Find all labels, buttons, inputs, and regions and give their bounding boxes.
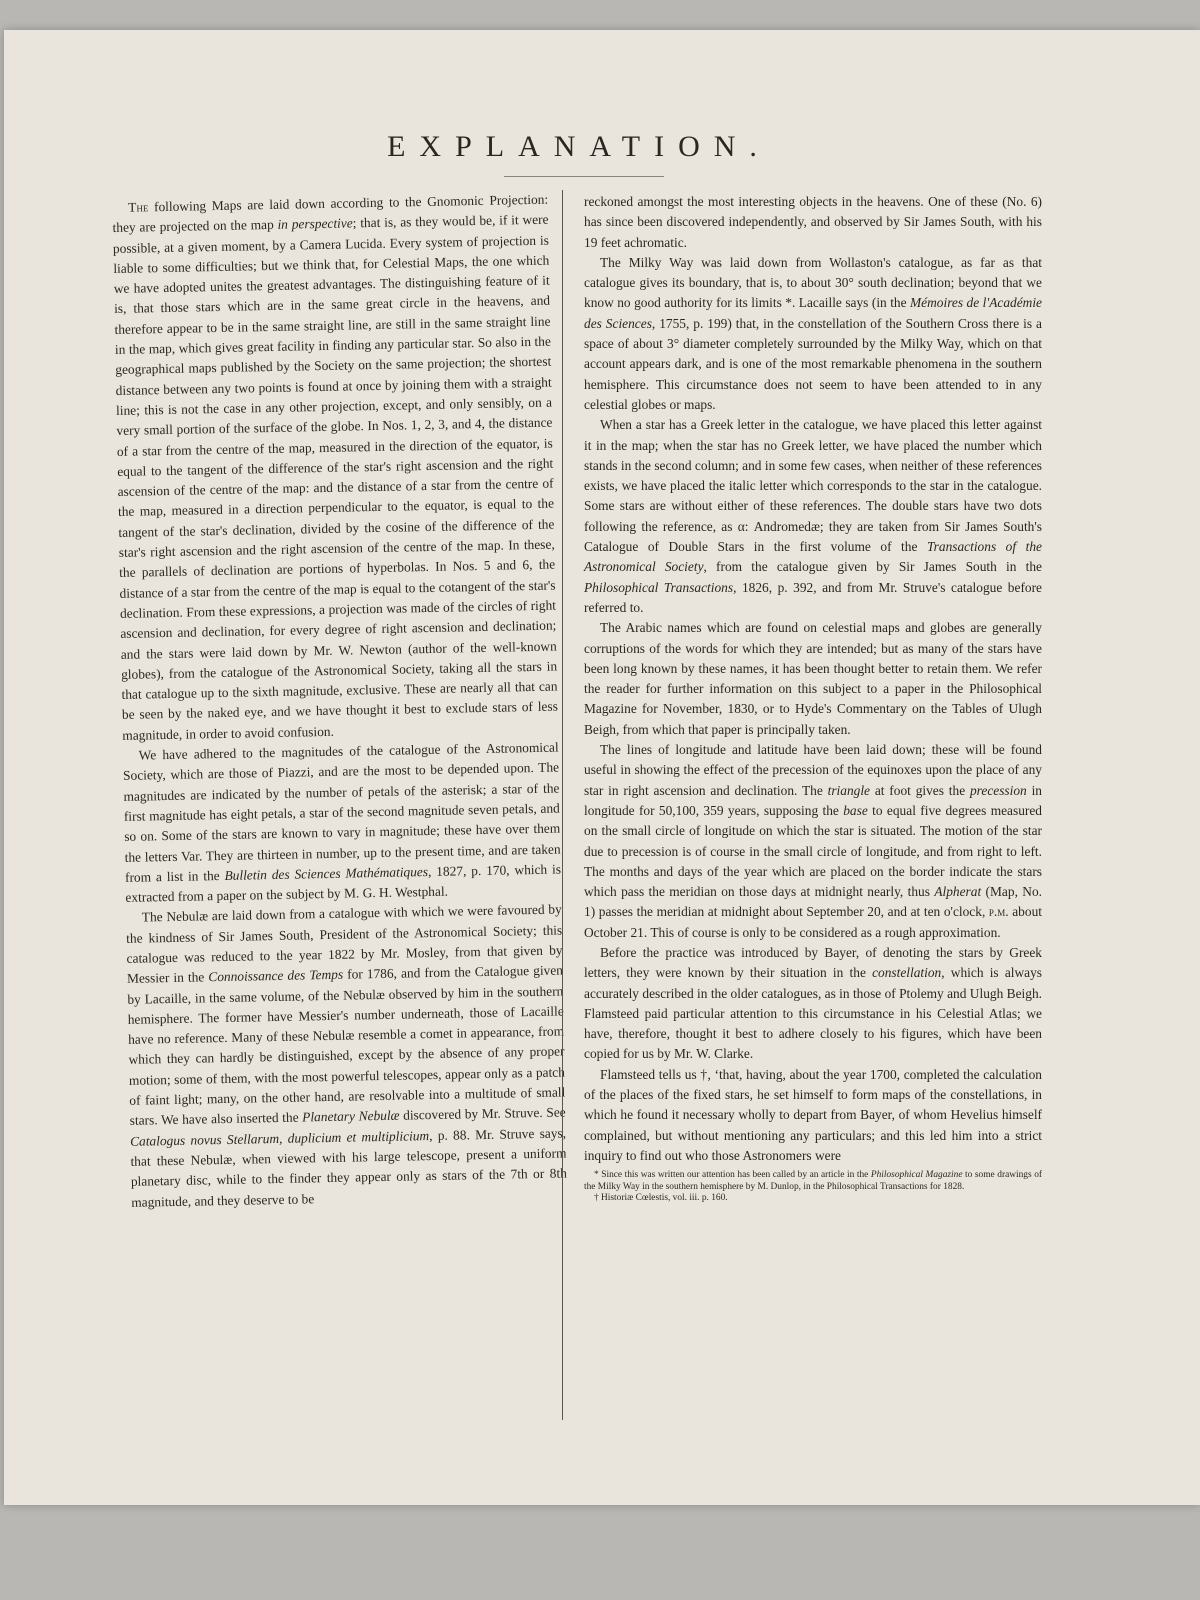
text-run: When a star has a Greek letter in the catalogue, we have placed this letter against it in the map; when the star has no Greek letter, we have placed the number which stands in the second column; and in some few cases, when neither of these references exists, we have placed the italic letter which corresponds to the star in the catalogue. Some stars are without either of these references. The double stars have two dots following the reference, as α: Andromedæ; they are taken from Sir James South's Catalogue of Double Stars in the first volume of the (584, 417, 1042, 555)
text-run: reckoned amongst the most interesting objects in the heavens. One of these (No. 6) has since been discovered independently, and observed by Sir James South, with his 19 feet achromatic. (584, 194, 1042, 250)
text-run: Flamsteed tells us †, ‘that, having, about the year 1700, completed the calculation of the places of the fixed stars, he set himself to form maps of the constellations, in which he found it necessary wholly to depart from Bayer, of whom Hevelius himself complained, but without mentioning any particulars; and this led him into a strict inquiry to find out who those Astronomers were (584, 1066, 1042, 1163)
text-run: , 1827, p. 170, which is extracted from a paper on the subject by M. G. H. Westphal. (125, 861, 562, 905)
text-run: The lines of longitude and latitude have been laid down; these will be found useful in showing the effect of the precession of the equinoxes upon the place of any star in right ascension and declination. The (584, 742, 1042, 798)
right-paragraphs (584, 192, 1042, 1166)
text-run: Philosophical Magazine (870, 1170, 963, 1181)
text-run: following Maps are laid down according to the Gnomonic Projection: they are projected on the map (112, 191, 549, 236)
text-run: , which is always accurately described in the older catalogues, as in those of Ptolemy and Ulugh Beigh. Flamsteed paid particular attention to this circumstance in his Celestial Atlas; we have, therefore, thought it best to adhere closely to his figures, which have been copied for us by Mr. W. Clarke. (584, 965, 1043, 1062)
text-run: The (128, 199, 149, 215)
text-run: about October 21. This of course is only to be considered as a rough approximation. (584, 904, 1042, 940)
text-run: discovered by Mr. Struve. See (399, 1104, 566, 1124)
left-column (112, 190, 567, 1213)
text-run: We have adhered to the magnitudes of the catalogue of the Astronomical Society, which are those of Piazzi, and are the most to be depended upon. The magnitudes are indicated by the number of petals of the asterisk; a star of the first magnitude has eight petals, a star of the second magnitude seven petals, and so on. Some of the stars are known to vary in magnitude; these have over them the letters Var. They are thirteen in number, up to the present time, and are taken from a list in the (122, 739, 561, 885)
paragraph (584, 1065, 1042, 1166)
text-run: Catalogus novus Stellarum, duplicium et multiplicium (129, 1127, 430, 1149)
text-run: † Historiæ Cœlestis, vol. iii. p. 160. (594, 1193, 728, 1204)
text-run: (Map, No. 1) passes the meridian at midnight about September 20, and at ten o'clock, (584, 884, 1042, 920)
paragraph (584, 192, 1042, 253)
book-page (4, 30, 1200, 1505)
text-run: for 1786, and from the Catalogue given by Lacaille, in the same volume, of the Nebulæ observed by him in the southern hemisphere. The former have Messier's number underneath, those of Lacaille have no reference. Many of these Nebulæ resemble a comet in appearance, from which they can hardly be distinguished, except by the absence of any proper motion; some of them, with the most powerful telescopes, appear only as a patch of faint light; many, on the other hand, are resolvable into a multitude of small stars. We have also inserted the (127, 962, 566, 1129)
text-run: The Nebulæ are laid down from a catalogue with which we were favoured by the kindness of Sir James South, President of the Astronomical Society; this catalogue was reduced to the year 1822 by Mr. Mosley, from that given by Messier in the (126, 901, 563, 987)
text-run: to some drawings of the Milky Way in the southern hemisphere by M. Dunlop, in the Philosophical Transactions for 1828. (584, 1170, 1043, 1192)
paragraph (584, 415, 1042, 618)
column-divider (562, 190, 563, 1420)
text-run: triangle (827, 782, 870, 798)
page-heading: EXPLANATION. (387, 130, 771, 163)
text-run: precession (969, 782, 1027, 798)
paragraph (126, 900, 568, 1213)
text-run: Philosophical Transactions (584, 579, 734, 595)
text-run: , 1755, p. 199) that, in the constellation of the Southern Cross there is a space of about 3° diameter completely surrounded by the Milky Way, which on that account appears dark, and is one of the most remarkable phenomena in the southern hemisphere. This circumstance does not seem to have been attended to in any celestial globes or maps. (584, 315, 1042, 412)
paragraph (584, 740, 1042, 943)
text-run: p.m. (988, 904, 1009, 920)
text-run: constellation (872, 965, 942, 981)
text-run: Before the practice was introduced by Bayer, of denoting the stars by Greek letters, they were known by their situation in the (584, 944, 1042, 981)
text-run: The Arabic names which are found on celestial maps and globes are generally corruptions of the words for which they are intended; but as many of the stars have been long known by these names, it has been thought better to retain them. We refer the reader for further information on this subject to a paper in the Philosophical Magazine for November, 1830, or to Hyde's Commentary on the Tables of Ulugh Beigh, from which that paper is principally taken. (584, 620, 1042, 737)
text-run: in longitude for 50,100, 359 years, supposing the (584, 782, 1042, 818)
text-run: Transactions of the Astronomical Society (584, 539, 1042, 575)
footnotes (584, 1170, 1042, 1205)
text-run: , 1826, p. 392, and from Mr. Struve's catalogue before referred to. (584, 579, 1042, 615)
paragraph (584, 943, 1042, 1065)
text-run: Bulletin des Sciences Mathématiques (224, 863, 429, 883)
paragraph (584, 618, 1042, 740)
paragraph (584, 253, 1042, 415)
text-run: ; that is, as they would be, if it were possible, at a given moment, by a Camera Lucida. Every system of projection is liable to some difficulties; but we think that, for Celestial Maps, the one which we have adopted unites the greatest advantages. The distinguishing feature of it is, that those stars which are in the same great circle in the heavens, and therefore appear to be in the same straight line, are still in the same straight line in the map, which gives great facility in finding any particular star. So also in the geographical maps published by the Society on the same projection; the shortest distance between any two points is found at once by joining them with a straight line; this is not the case in any other projection, except, and only sensibly, on a very small portion of the surface of the globe. In Nos. 1, 2, 3, and 4, the distance of a star from the centre of the map, measured in the direction of the equator, is equal to the tangent of the difference of the star's right ascension and the right ascension of the centre of the map: and the distance of a star from the centre of the map, measured in a direction perpendicular to the equator, is equal to the tangent of the star's declination, divided by the cosine of the difference of the star's right ascension and the right ascension of the centre of the map. In these, the parallels of declination are portions of hyperbolas. In Nos. 5 and 6, the distance of a star from the centre of the map is equal to the cotangent of the star's declination. From these expressions, a projection was made of the circles of right ascension and declination, for every degree of right ascension and declination; and the stars were laid down by Mr. W. Newton (author of the well-known globes), from the catalogue of the Astronomical Society, taking all the stars in that catalogue up to the sixth magnitude, exclusive. These are nearly all that can be seen by the naked eye, and we have thought it best to exclude stars of less magnitude, in order to avoid confusion. (112, 211, 558, 743)
paragraph (123, 738, 562, 909)
text-run: Mémoires de l'Académie des Sciences (584, 295, 1043, 331)
footnote (584, 1193, 1042, 1205)
text-run: , p. 88. Mr. Struve says, that these Nebulæ, when viewed with his large telescope, present a uniform planetary disc, while to the finder they appear only as stars of the 7th or 8th magnitude, and they deserve to be (130, 1125, 567, 1210)
footnote (584, 1170, 1042, 1193)
text-run: at foot gives the (870, 782, 970, 798)
text-run: in perspective (277, 215, 353, 233)
text-run: Planetary Nebulæ (302, 1108, 400, 1125)
paragraph (112, 190, 558, 746)
text-run: * Since this was written our attention has been called by an article in the (594, 1170, 871, 1181)
text-run: to equal five degrees measured on the small circle of longitude on which the star is situated. The motion of the star due to precession is of course in the small circle of longitude, and from right to left. The months and days of the year which are placed on the border indicate the stars which pass the meridian on those days at midnight nearly, thus (584, 802, 1042, 900)
text-run: Alpherat (934, 884, 982, 900)
text-run: , from the catalogue given by Sir James South in the (703, 559, 1042, 575)
text-run: The Milky Way was laid down from Wollaston's catalogue, as far as that catalogue gives its boundary, that is, to about 30° south declination; beyond that we know no good authority for its limits *. Lacaille says (in the (584, 254, 1042, 311)
text-run: Connoissance des Temps (208, 966, 344, 985)
right-column (584, 192, 1042, 1205)
text-run: base (843, 802, 868, 818)
heading-rule (504, 176, 664, 177)
